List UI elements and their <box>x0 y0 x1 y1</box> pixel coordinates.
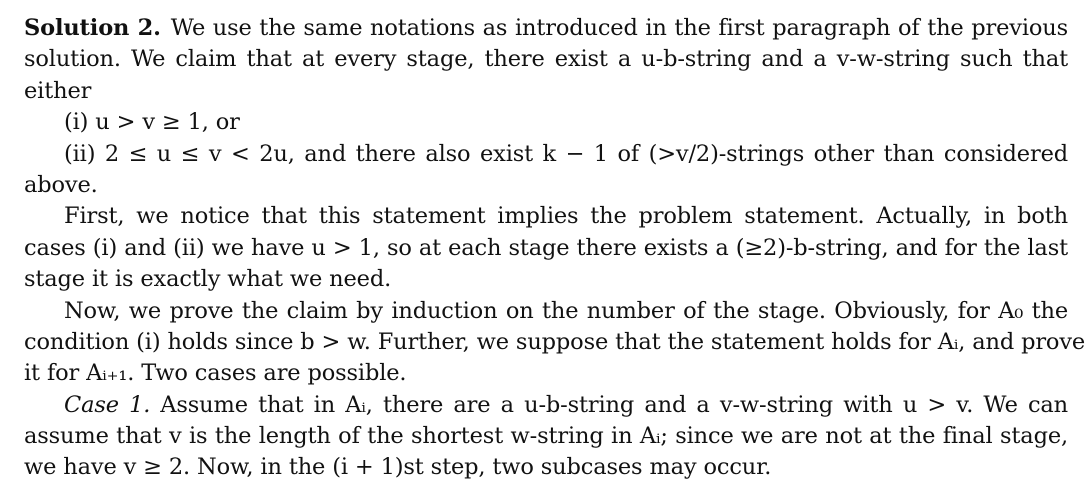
text-line: condition (i) holds since b > w. Further, we suppose that the statement holds for Aᵢ, and prove <box>24 328 1086 355</box>
text-line: it for Aᵢ₊₁. Two cases are possible. <box>24 360 407 387</box>
condition-ii: (ii) 2 ≤ u ≤ v < 2u, and there also exist k − 1 of (>v/2)-strings other than considered <box>64 140 1068 167</box>
text-line: stage it is exactly what we need. <box>24 266 392 293</box>
case-label: Case 1. <box>64 391 151 418</box>
text-line: solution. We claim that at every stage, there exist a u-b-string and a v-w-string such that <box>24 46 1068 73</box>
paragraph-text: Assume that in Aᵢ, there are a u-b-string and a v-w-string with u > v. We can <box>160 391 1069 418</box>
paragraph-text: We use the same notations as introduced in the first paragraph of the previous <box>170 15 1069 41</box>
text-line <box>24 390 1068 421</box>
text-line: assume that v is the length of the shortest w-string in Aᵢ; since we are not at the final stage, <box>24 423 1068 450</box>
text-line: we have v ≥ 2. Now, in the (i + 1)st step, two subcases may occur. <box>24 454 772 481</box>
text-line: Now, we prove the claim by induction on the number of the stage. Obviously, for A₀ the <box>64 297 1068 324</box>
text-line: above. <box>24 171 98 198</box>
condition-i: (i) u > v ≥ 1, or <box>64 109 240 136</box>
text-line: cases (i) and (ii) we have u > 1, so at each stage there exists a (≥2)-b-string, and for the last <box>24 234 1068 261</box>
text-line <box>24 13 1068 44</box>
solution-heading: Solution 2. <box>24 15 161 41</box>
text-line: First, we notice that this statement implies the problem statement. Actually, in both <box>64 203 1068 230</box>
text-line: either <box>24 77 92 104</box>
